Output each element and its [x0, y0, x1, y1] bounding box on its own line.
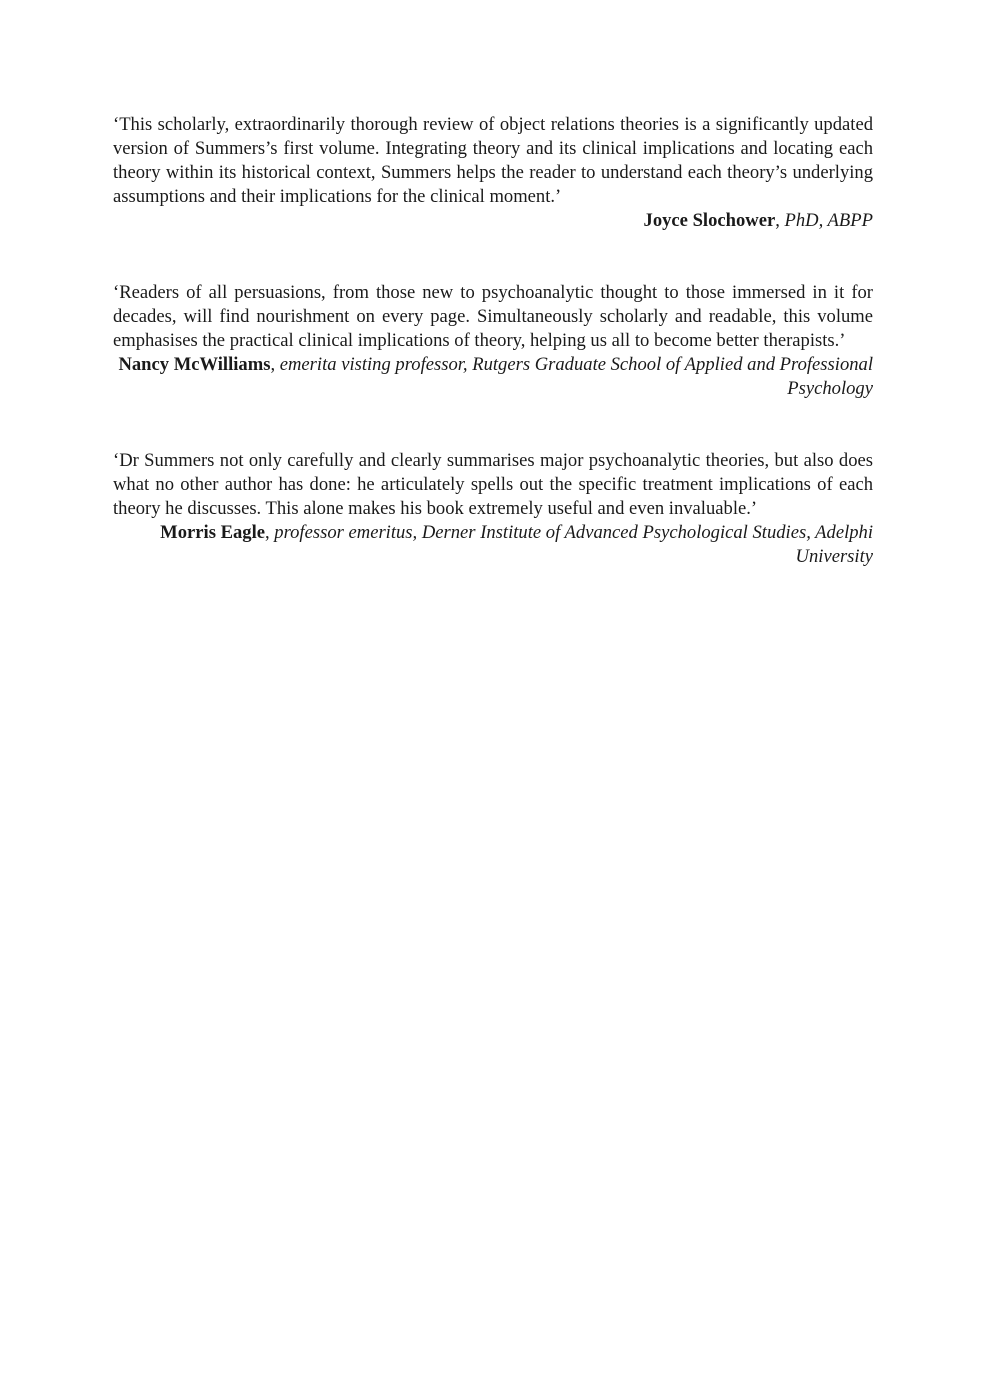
attribution-separator: ,: [775, 210, 785, 231]
endorsement-attribution: [113, 353, 873, 401]
endorser-name: Joyce Slochower: [643, 210, 776, 231]
endorser-title: professor emeritus, Derner Institute of Advanced Psychological Studies, Adelphi University: [274, 522, 873, 567]
endorsement-attribution: [113, 521, 873, 569]
attribution-separator: ,: [270, 354, 280, 375]
endorsement-quote: ‘This scholarly, extraordinarily thorough review of object relations theories is a significantly updated version of Summers’s first volume. Integrating theory and its clinical implications and locating each theory within its historical context, Summers helps the reader to understand each theory’s underlying assumptions and their implications for the clinical moment.’: [113, 114, 873, 207]
endorsements-page: [113, 113, 873, 569]
endorsement-quote: ‘Dr Summers not only carefully and clearly summarises major psychoanalytic theories, but also does what no other author has done: he articulately spells out the specific treatment implications of each theory he discusses. This alone makes his book extremely useful and even invaluable.’: [113, 450, 873, 519]
endorsement-quote: ‘Readers of all persuasions, from those new to psychoanalytic thought to those immersed in it for decades, will find nourishment on every page. Simultaneously scholarly and readable, this volume emphasises the practical clinical implications of theory, helping us all to become better therapists.’: [113, 282, 873, 351]
endorsement-eagle: [113, 449, 873, 569]
endorser-name: Morris Eagle: [160, 522, 265, 543]
endorser-name: Nancy McWilliams: [118, 354, 271, 375]
endorsement-slochower: [113, 113, 873, 233]
endorser-title: emerita visting professor, Rutgers Graduate School of Applied and Professional Psychology: [279, 354, 873, 399]
endorsement-mcwilliams: [113, 281, 873, 401]
attribution-separator: ,: [265, 522, 275, 543]
endorser-title: PhD, ABPP: [784, 210, 873, 231]
endorsement-attribution: [113, 209, 873, 233]
